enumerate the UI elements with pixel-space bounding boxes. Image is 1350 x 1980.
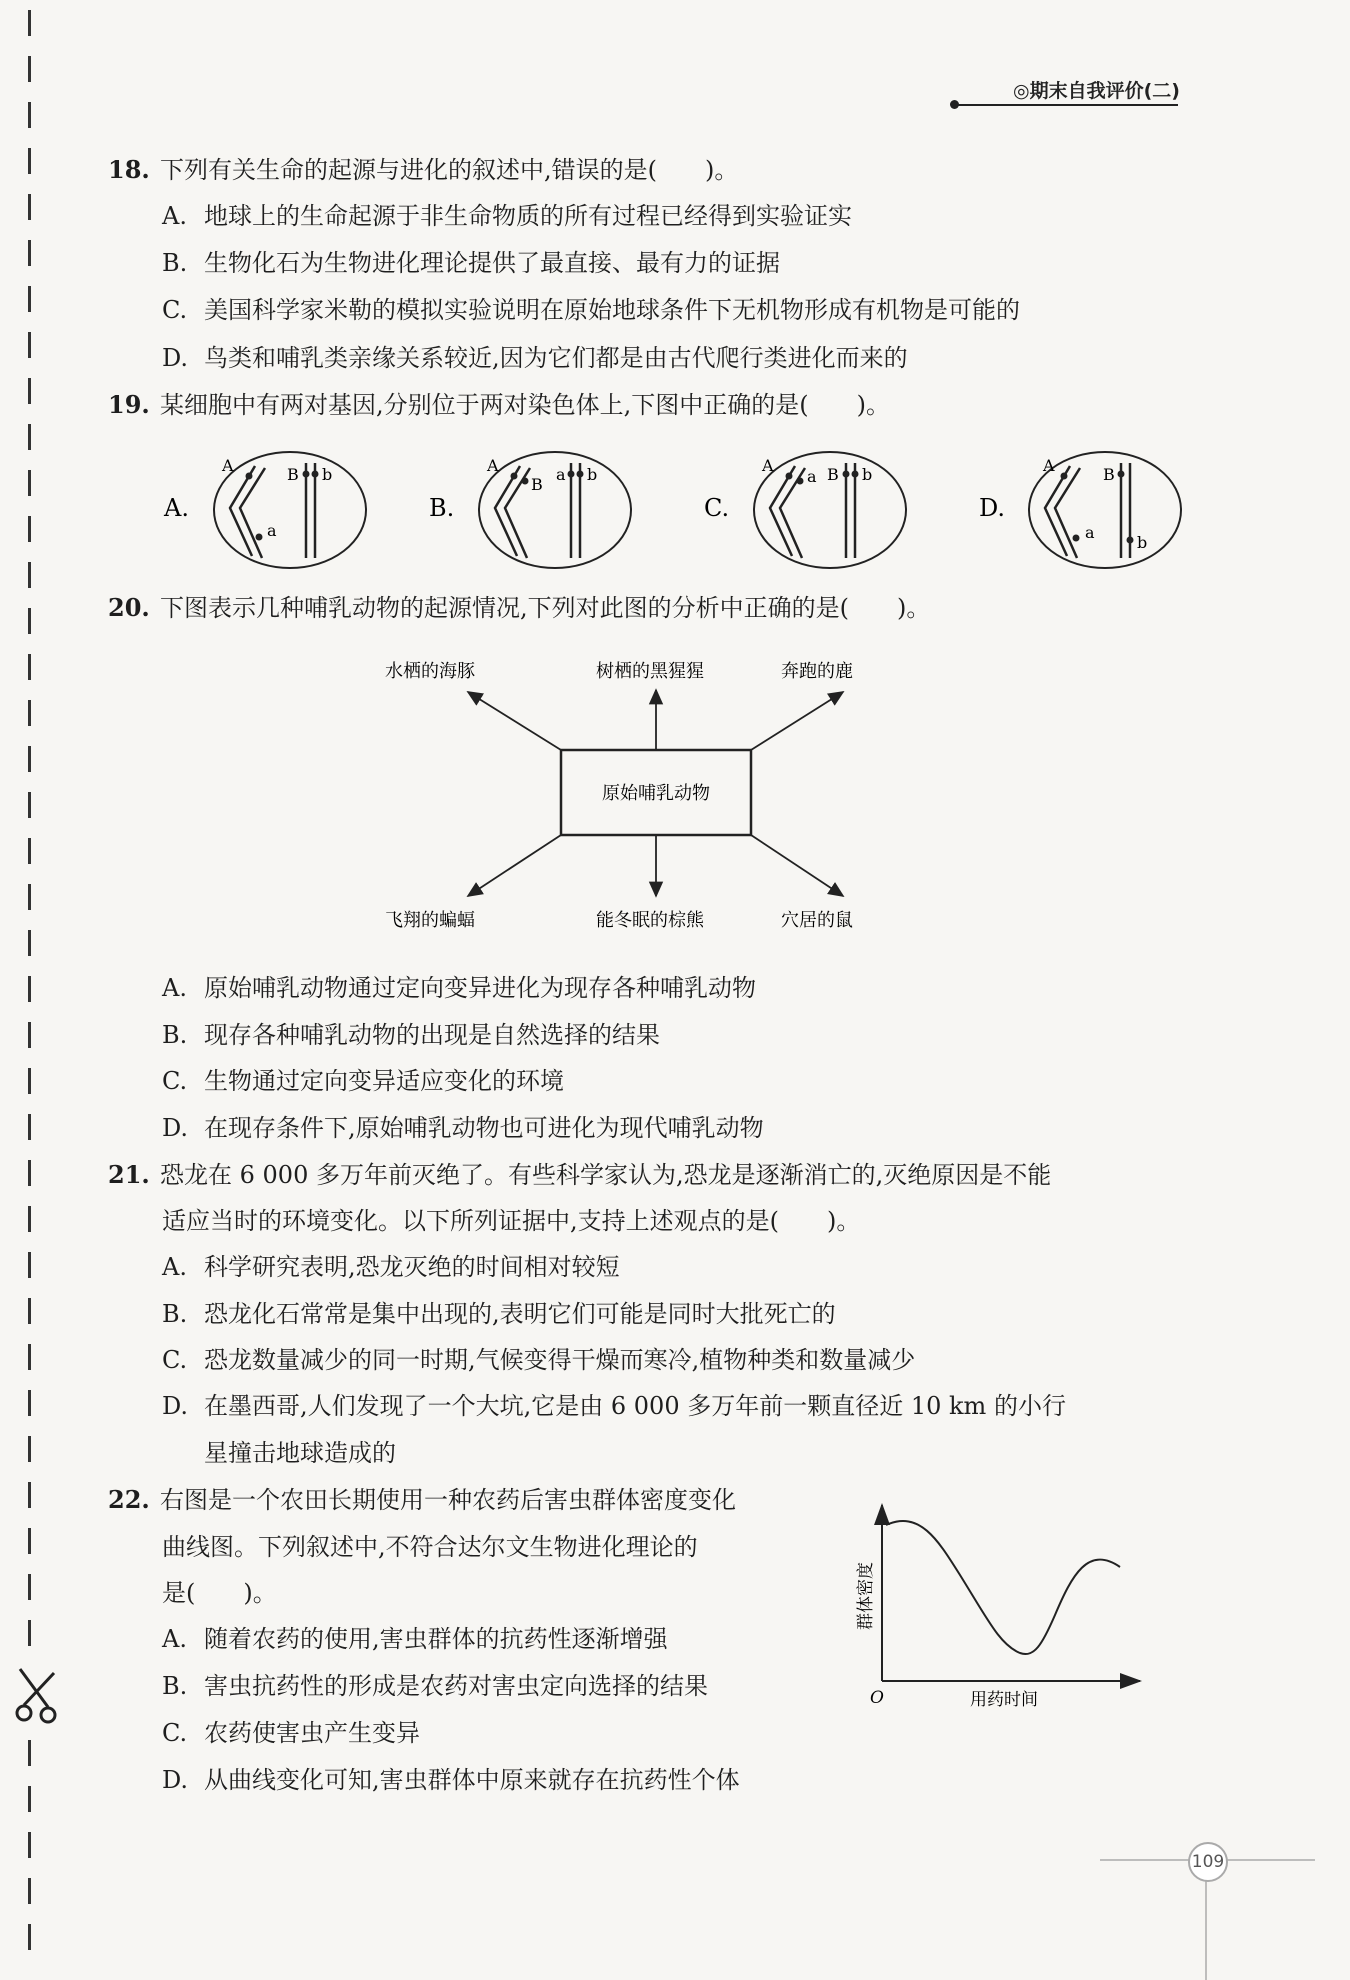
option-label: B. bbox=[162, 1021, 188, 1049]
option-text: 原始哺乳动物通过定向变异进化为现存各种哺乳动物 bbox=[204, 974, 756, 1002]
gene-label: B bbox=[531, 475, 543, 494]
question-stem: 某细胞中有两对基因,分别位于两对染色体上,下图中正确的是( )。 bbox=[160, 391, 890, 419]
option-18-a[interactable] bbox=[162, 199, 852, 233]
question-22 bbox=[108, 1483, 736, 1517]
option-label: D. bbox=[162, 1392, 189, 1420]
cell-option-a[interactable] bbox=[160, 448, 370, 573]
gene-label: A bbox=[762, 456, 774, 475]
page-header: ◎期末自我评价(二) bbox=[1013, 80, 1180, 102]
question-number: 18. bbox=[108, 155, 150, 184]
option-label: B. bbox=[162, 1672, 188, 1700]
question-22-stem-line3: 是( )。 bbox=[162, 1579, 277, 1607]
density-curve-graph bbox=[850, 1495, 1150, 1715]
node-deer: 奔跑的鹿 bbox=[781, 661, 853, 682]
gene-label: b bbox=[862, 465, 873, 484]
gene-label: A bbox=[222, 456, 234, 475]
node-bat: 飞翔的蝙蝠 bbox=[385, 910, 475, 931]
option-18-c[interactable] bbox=[162, 293, 1020, 327]
option-label: A. bbox=[162, 202, 187, 230]
gene-label: A bbox=[1043, 456, 1055, 475]
option-label: A. bbox=[162, 974, 187, 1002]
option-21-d[interactable] bbox=[162, 1389, 1066, 1423]
question-stem-line1: 恐龙在 6 000 多万年前灭绝了。有些科学家认为,恐龙是逐渐消亡的,灭绝原因是不能 bbox=[160, 1161, 1052, 1189]
gene-label: a bbox=[556, 465, 566, 484]
node-chimpanzee: 树栖的黑猩猩 bbox=[596, 661, 704, 682]
gene-label: b bbox=[1137, 533, 1148, 552]
gene-label: b bbox=[322, 465, 333, 484]
cell-option-d[interactable] bbox=[975, 448, 1185, 573]
cell-option-b[interactable] bbox=[425, 448, 635, 573]
question-18 bbox=[108, 153, 738, 187]
option-label: B. bbox=[162, 1300, 188, 1328]
option-20-d[interactable] bbox=[162, 1111, 764, 1145]
question-stem: 下图表示几种哺乳动物的起源情况,下列对此图的分析中正确的是( )。 bbox=[160, 594, 931, 622]
option-20-c[interactable] bbox=[162, 1064, 564, 1098]
question-19 bbox=[108, 388, 890, 422]
question-20 bbox=[108, 591, 930, 625]
option-22-d[interactable] bbox=[162, 1763, 740, 1797]
header-rule bbox=[955, 104, 1178, 106]
question-stem: 下列有关生命的起源与进化的叙述中,错误的是( )。 bbox=[160, 156, 739, 184]
option-label: D. bbox=[162, 344, 189, 372]
gene-label: B bbox=[1103, 465, 1115, 484]
cell-option-c[interactable] bbox=[700, 448, 910, 573]
option-text: 现存各种哺乳动物的出现是自然选择的结果 bbox=[204, 1021, 660, 1049]
option-text: 在墨西哥,人们发现了一个大坑,它是由 6 000 多万年前一颗直径近 10 km 的小行 bbox=[204, 1392, 1066, 1420]
option-22-b[interactable] bbox=[162, 1669, 708, 1703]
scissors-icon bbox=[14, 1665, 60, 1725]
option-text: 害虫抗药性的形成是农药对害虫定向选择的结果 bbox=[204, 1672, 708, 1700]
question-21 bbox=[108, 1158, 1051, 1192]
gene-label: B bbox=[827, 465, 839, 484]
cell-label: B. bbox=[429, 494, 455, 522]
option-22-c[interactable] bbox=[162, 1716, 420, 1750]
option-label: C. bbox=[162, 1719, 188, 1747]
cell-label: D. bbox=[979, 494, 1006, 522]
option-text: 从曲线变化可知,害虫群体中原来就存在抗药性个体 bbox=[204, 1766, 740, 1794]
option-text: 生物通过定向变异适应变化的环境 bbox=[204, 1067, 564, 1095]
gene-label: B bbox=[287, 465, 299, 484]
option-20-b[interactable] bbox=[162, 1018, 660, 1052]
option-21-b[interactable] bbox=[162, 1297, 836, 1331]
node-brown-bear: 能冬眠的棕熊 bbox=[596, 910, 704, 931]
option-18-d[interactable] bbox=[162, 341, 908, 375]
option-21-d-continued: 星撞击地球造成的 bbox=[204, 1439, 396, 1467]
cell-label: C. bbox=[704, 494, 730, 522]
option-label: D. bbox=[162, 1114, 189, 1142]
gene-label: a bbox=[807, 467, 817, 486]
page-number-block bbox=[1100, 1840, 1320, 1980]
gene-label: a bbox=[267, 521, 277, 540]
option-label: C. bbox=[162, 296, 188, 324]
option-label: A. bbox=[162, 1253, 187, 1281]
option-18-b[interactable] bbox=[162, 246, 780, 280]
question-number: 21. bbox=[108, 1160, 150, 1189]
option-text: 生物化石为生物进化理论提供了最直接、最有力的证据 bbox=[204, 249, 780, 277]
question-number: 19. bbox=[108, 390, 150, 419]
gene-label: A bbox=[487, 456, 499, 475]
option-22-a[interactable] bbox=[162, 1622, 668, 1656]
option-text: 在现存条件下,原始哺乳动物也可进化为现代哺乳动物 bbox=[204, 1114, 764, 1142]
option-label: A. bbox=[162, 1625, 187, 1653]
center-node-label: 原始哺乳动物 bbox=[602, 783, 710, 804]
y-axis-label: 群体密度 bbox=[856, 1562, 876, 1630]
option-21-c[interactable] bbox=[162, 1343, 915, 1377]
node-mouse: 穴居的鼠 bbox=[781, 910, 853, 931]
option-21-a[interactable] bbox=[162, 1250, 620, 1284]
question-number: 22. bbox=[108, 1485, 150, 1514]
option-label: C. bbox=[162, 1346, 188, 1374]
option-text: 随着农药的使用,害虫群体的抗药性逐渐增强 bbox=[204, 1625, 668, 1653]
question-21-stem-line2: 适应当时的环境变化。以下所列证据中,支持上述观点的是( )。 bbox=[162, 1207, 861, 1235]
option-text: 美国科学家米勒的模拟实验说明在原始地球条件下无机物形成有机物是可能的 bbox=[204, 296, 1020, 324]
x-axis-label: 用药时间 bbox=[970, 1690, 1038, 1710]
option-label: C. bbox=[162, 1067, 188, 1095]
node-dolphin: 水栖的海豚 bbox=[385, 661, 475, 682]
option-label: B. bbox=[162, 249, 188, 277]
gene-label: a bbox=[1085, 523, 1095, 542]
gene-label: b bbox=[587, 465, 598, 484]
option-label: D. bbox=[162, 1766, 189, 1794]
option-text: 农药使害虫产生变异 bbox=[204, 1719, 420, 1747]
option-20-a[interactable] bbox=[162, 971, 756, 1005]
option-text: 科学研究表明,恐龙灭绝的时间相对较短 bbox=[204, 1253, 620, 1281]
question-number: 20. bbox=[108, 593, 150, 622]
option-text: 恐龙化石常常是集中出现的,表明它们可能是同时大批死亡的 bbox=[204, 1300, 836, 1328]
question-stem-line1: 右图是一个农田长期使用一种农药后害虫群体密度变化 bbox=[160, 1486, 736, 1514]
page-number: 109 bbox=[1188, 1842, 1228, 1882]
mammal-origin-diagram bbox=[385, 650, 880, 940]
option-text: 鸟类和哺乳类亲缘关系较近,因为它们都是由古代爬行类进化而来的 bbox=[204, 344, 908, 372]
option-text: 恐龙数量减少的同一时期,气候变得干燥而寒冷,植物种类和数量减少 bbox=[204, 1346, 916, 1374]
cell-label: A. bbox=[164, 494, 189, 522]
question-22-stem-line2: 曲线图。下列叙述中,不符合达尔文生物进化理论的 bbox=[162, 1533, 698, 1561]
option-text: 地球上的生命起源于非生命物质的所有过程已经得到实验证实 bbox=[204, 202, 852, 230]
origin-label: O bbox=[870, 1688, 884, 1708]
